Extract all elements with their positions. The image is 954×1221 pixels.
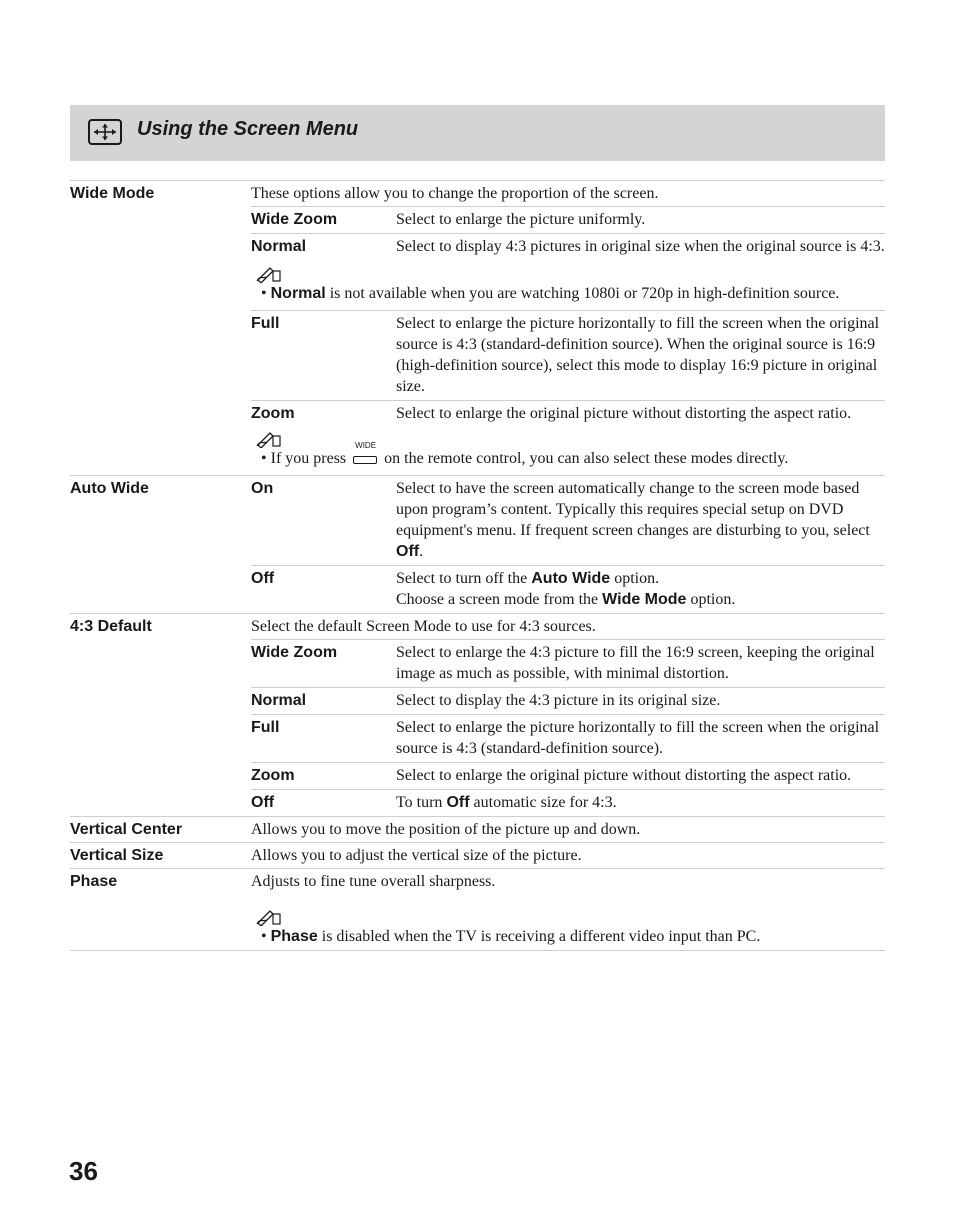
section-phase	[70, 868, 885, 951]
option-row	[251, 687, 885, 714]
option-label: Zoom	[251, 767, 295, 784]
section-vertical-center	[70, 816, 885, 842]
option-row	[251, 206, 885, 233]
option-row	[251, 762, 885, 789]
option-row	[251, 789, 885, 816]
option-description: Select to enlarge the picture uniformly.	[396, 211, 646, 228]
option-row	[251, 400, 885, 475]
option-label: Off	[251, 570, 275, 587]
section-label: 4:3 Default	[70, 618, 152, 635]
note-pencil-icon	[255, 263, 281, 283]
section-description: Allows you to adjust the vertical size of the picture.	[251, 847, 582, 864]
page-title: Using the Screen Menu	[137, 118, 359, 140]
option-label: Wide Zoom	[251, 211, 338, 228]
option-row	[251, 565, 885, 613]
section-label: Auto Wide	[70, 480, 149, 497]
option-label: Full	[251, 719, 280, 736]
option-row	[251, 714, 885, 762]
section-label: Phase	[70, 873, 118, 890]
section-description: Allows you to move the position of the picture up and down.	[251, 821, 641, 838]
note: • Normal is not available when you are watching 1080i or 720p in high-definition source.	[251, 257, 885, 307]
option-label: Zoom	[251, 405, 295, 422]
section-label: Vertical Center	[70, 821, 183, 838]
section-header	[70, 105, 885, 161]
section-description: Select the default Screen Mode to use for 4:3 sources.	[251, 618, 596, 635]
option-description: To turn Off automatic size for 4:3.	[396, 794, 617, 811]
section-label: Wide Mode	[70, 185, 155, 202]
option-label: Normal	[251, 238, 307, 255]
section-wide-mode	[70, 180, 885, 475]
section-43-default	[70, 613, 885, 816]
section-description: These options allow you to change the proportion of the screen.	[251, 185, 659, 202]
option-row	[251, 639, 885, 687]
option-description: Select to enlarge the picture horizontally to fill the screen when the original source is 4:3 (standard-definition source). When the original source is 16:9 (high-definition source), select this mode to display 16:9 picture in original size.	[396, 315, 880, 395]
settings-table	[70, 180, 885, 951]
section-vertical-size	[70, 842, 885, 868]
option-description: Select to enlarge the picture horizontally to fill the screen when the original source is 4:3 (standard-definition source).	[396, 719, 880, 757]
option-label: Wide Zoom	[251, 644, 338, 661]
option-row	[251, 233, 885, 310]
note: • Phase is disabled when the TV is receiving a different video input than PC.	[251, 894, 885, 950]
option-description: Select to enlarge the original picture without distorting the aspect ratio.	[396, 767, 852, 784]
option-label: Off	[251, 794, 275, 811]
screen-menu-icon	[88, 119, 122, 145]
option-description: Select to turn off the Auto Wide option. Choose a screen mode from the Wide Mode option.	[396, 570, 736, 608]
section-auto-wide	[70, 475, 885, 613]
note-pencil-icon	[255, 906, 281, 926]
option-description: Select to enlarge the original picture without distorting the aspect ratio. • If you press WIDE on the remote control, you can also select these modes directly.	[396, 401, 885, 475]
option-description: Select to have the screen automatically change to the screen mode based upon program’s content. Typically this requires special setup on DVD equipment's menu. If frequent screen changes are disturbing to you, select Off.	[396, 480, 870, 560]
option-label: Normal	[251, 692, 307, 709]
option-description: Select to display 4:3 pictures in original size when the original source is 4:3. • Normal is not available when you are watching 1080i or 720p in high-definition source.	[396, 234, 885, 310]
wide-button-icon: WIDE	[352, 452, 378, 464]
option-label: On	[251, 480, 274, 497]
option-description: Select to enlarge the 4:3 picture to fill the 16:9 screen, keeping the original image as much as possible, with minimal distortion.	[396, 644, 875, 682]
option-row	[251, 310, 885, 400]
option-description: Select to display the 4:3 picture in its original size.	[396, 692, 721, 709]
section-label: Vertical Size	[70, 847, 164, 864]
note: • If you press WIDE on the remote control, you can also select these modes directly.	[251, 424, 885, 472]
option-row	[251, 476, 885, 565]
page-number: 36	[69, 1156, 98, 1186]
option-label: Full	[251, 315, 280, 332]
section-description: Adjusts to fine tune overall sharpness.	[251, 873, 496, 890]
note-pencil-icon	[255, 428, 281, 448]
